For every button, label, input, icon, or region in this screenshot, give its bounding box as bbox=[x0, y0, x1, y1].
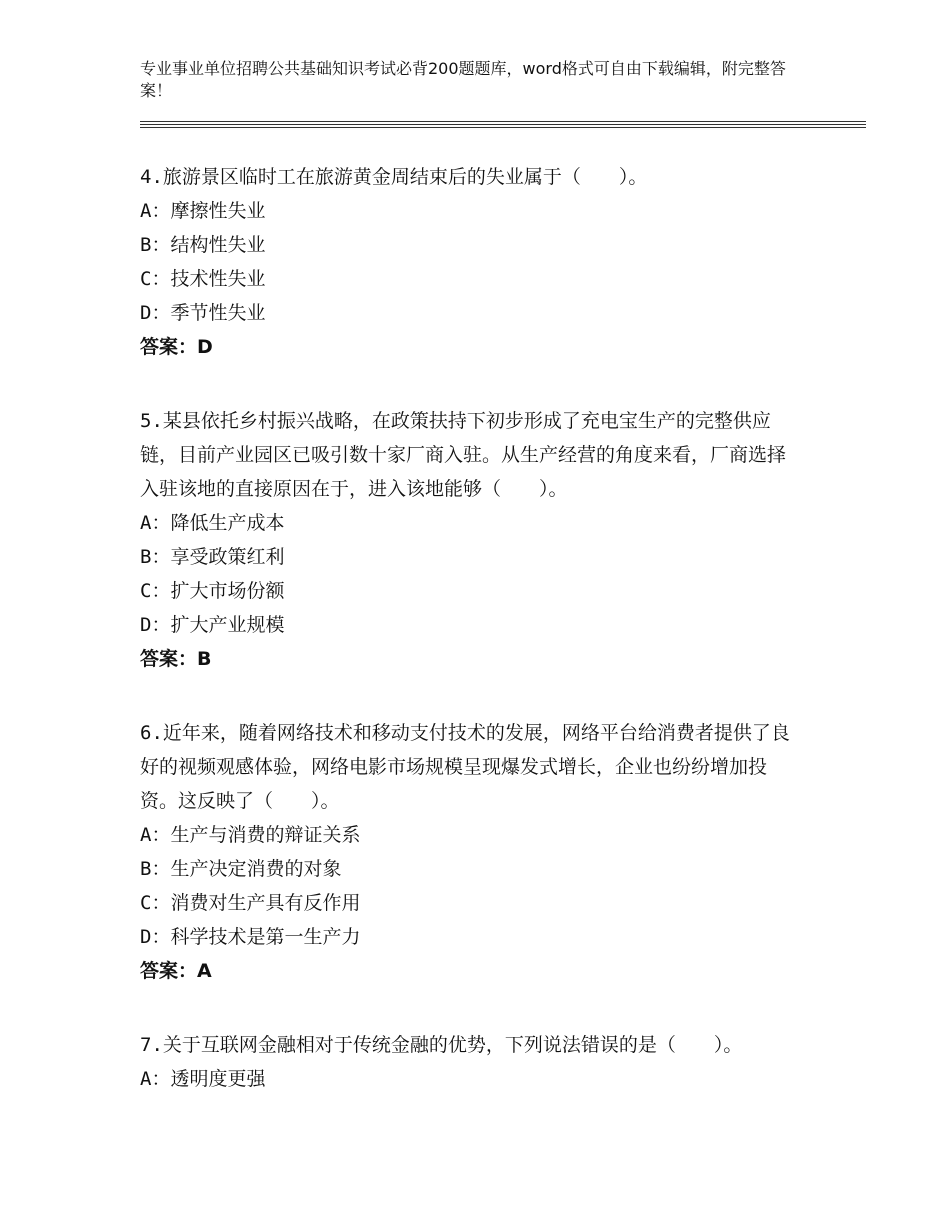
question-stem: 4.旅游景区临时工在旅游黄金周结束后的失业属于（ ）。 bbox=[140, 166, 648, 188]
option-b: B：结构性失业 bbox=[140, 234, 266, 256]
document-header: 专业事业单位招聘公共基础知识考试必背200题题库，word格式可自由下载编辑，附完整答案！ bbox=[140, 59, 786, 100]
header-divider bbox=[140, 124, 866, 125]
option-a: A：透明度更强 bbox=[140, 1068, 266, 1090]
answer-label: 答案：A bbox=[140, 960, 212, 982]
option-c: C：技术性失业 bbox=[140, 268, 266, 290]
option-c: C：消费对生产具有反作用 bbox=[140, 892, 361, 914]
question-stem: 7.关于互联网金融相对于传统金融的优势，下列说法错误的是（ ）。 bbox=[140, 1034, 743, 1056]
option-b: B：享受政策红利 bbox=[140, 546, 285, 568]
option-b: B：生产决定消费的对象 bbox=[140, 858, 342, 880]
question-4 bbox=[140, 160, 796, 364]
option-c: C：扩大市场份额 bbox=[140, 580, 285, 602]
option-d: D：扩大产业规模 bbox=[140, 614, 285, 636]
option-d: D：科学技术是第一生产力 bbox=[140, 926, 361, 948]
question-7 bbox=[140, 1028, 796, 1096]
option-d: D：季节性失业 bbox=[140, 302, 266, 324]
option-a: A：降低生产成本 bbox=[140, 512, 285, 534]
question-5 bbox=[140, 404, 796, 676]
header-divider bbox=[140, 121, 866, 122]
question-stem: 5.某县依托乡村振兴战略，在政策扶持下初步形成了充电宝生产的完整供应链，目前产业园区已吸引数十家厂商入驻。从生产经营的角度来看，厂商选择入驻该地的直接原因在于，进入该地能够（ ）。 bbox=[140, 410, 787, 500]
question-stem: 6.近年来，随着网络技术和移动支付技术的发展，网络平台给消费者提供了良好的视频观感体验，网络电影市场规模呈现爆发式增长，企业也纷纷增加投资。这反映了（ ）。 bbox=[140, 722, 790, 812]
question-6 bbox=[140, 716, 796, 988]
option-a: A：生产与消费的辩证关系 bbox=[140, 824, 361, 846]
answer-label: 答案：D bbox=[140, 336, 213, 358]
question-list bbox=[140, 160, 796, 1136]
header-divider bbox=[140, 127, 866, 128]
option-a: A：摩擦性失业 bbox=[140, 200, 266, 222]
answer-label: 答案：B bbox=[140, 648, 212, 670]
